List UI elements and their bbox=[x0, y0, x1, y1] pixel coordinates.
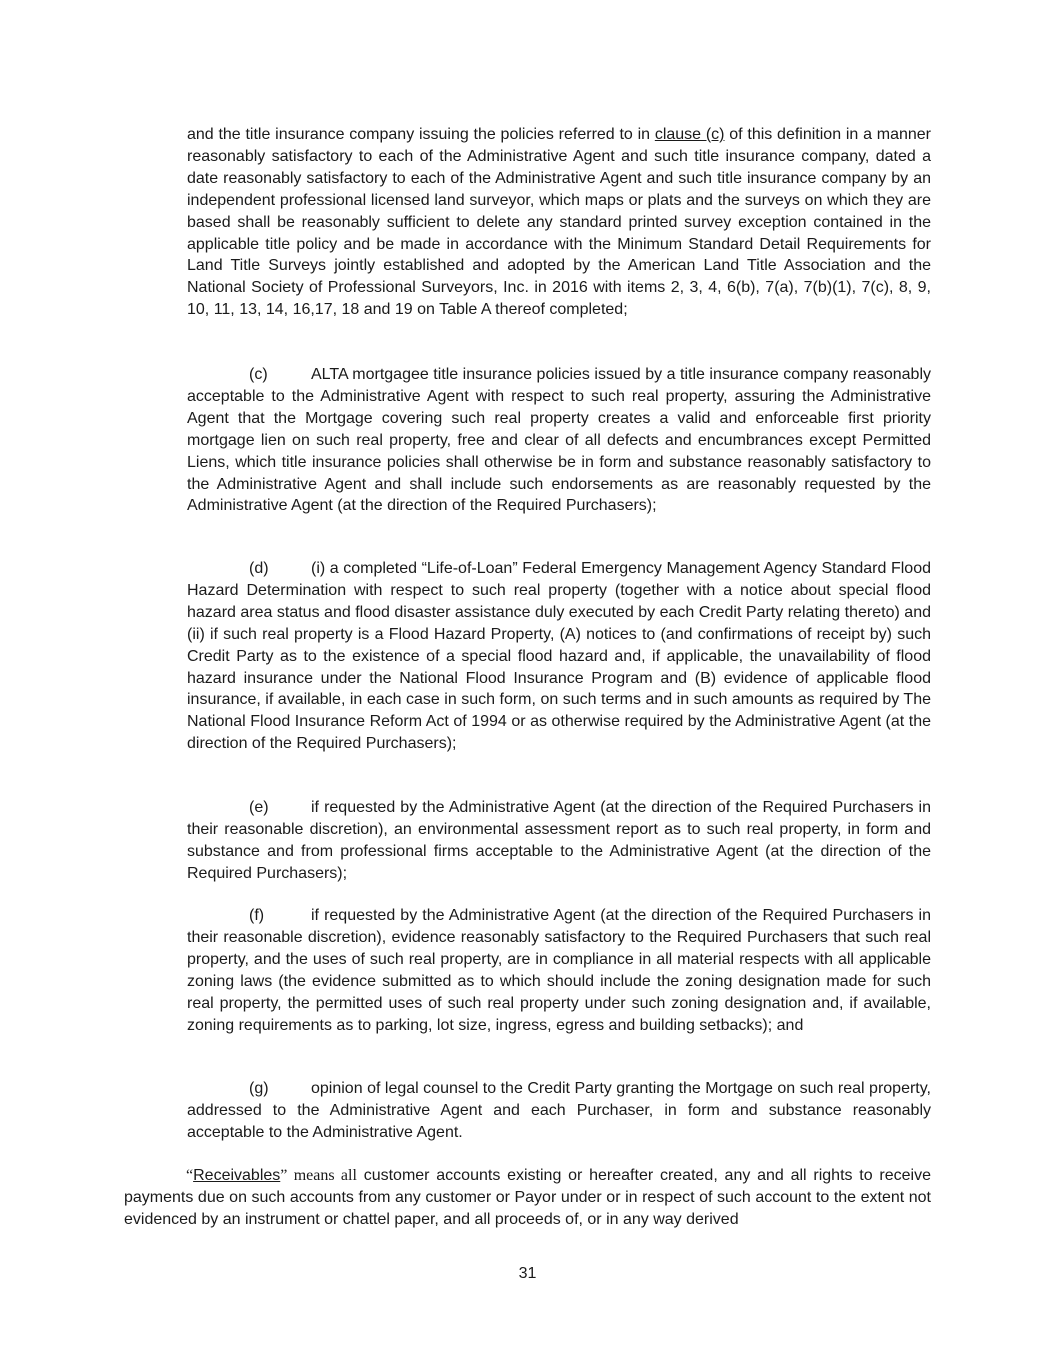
paragraph-e bbox=[187, 797, 931, 885]
clause-c-reference: clause (c) bbox=[654, 126, 725, 143]
paragraph-g bbox=[187, 1078, 931, 1144]
close-quote: ” bbox=[280, 1167, 288, 1184]
paragraph-d bbox=[187, 558, 931, 755]
paragraph-c bbox=[187, 364, 931, 517]
paragraph-b-text-start: and the title insurance company issuing the policies referred to in bbox=[187, 126, 655, 143]
paragraph-e-text: if requested by the Administrative Agent (at the direction of the Required Purchasers in their reasonable discretion), an environmental assessment report as to such real property, in form and substance and from professional firms acceptable to the Administrative Agent (at the direction of the Required Purchasers); bbox=[187, 799, 931, 882]
defined-term-receivables: Receivables bbox=[193, 1167, 281, 1184]
paragraph-f-text: if requested by the Administrative Agent (at the direction of the Required Purchasers in their reasonable discretion), evidence reasonably satisfactory to the Required Purchasers that such real property, and the uses of such real property, are in compliance in all material respects with all applicable zoning laws (the evidence submitted as to which should include the zoning designation made for such real property, the permitted uses of such real property under such zoning designation and, if available, zoning requirements as to parking, lot size, ingress, egress and building setbacks); and bbox=[187, 907, 931, 1034]
paragraph-d-label: (d) bbox=[249, 560, 269, 577]
paragraph-d-text: (i) a completed “Life-of-Loan” Federal Emergency Management Agency Standard Flood Hazard Determination with respect to such real property (together with a notice about special flood hazard area status and flood disaster assistance duly executed by each Credit Party relating thereto) and (ii) if such real property is a Flood Hazard Property, (A) notices to (and confirmations of receipt by) such Credit Party as to the existence of a special flood hazard and, if applicable, the unavailability of flood hazard insurance under the National Flood Insurance Program and (B) evidence of applicable flood insurance, if available, in each case in such form, on such terms and in such amounts as required by The National Flood Insurance Reform Act of 1994 or as otherwise required by the Administrative Agent (at the direction of the Required Purchasers); bbox=[187, 560, 931, 753]
paragraph-c-label: (c) bbox=[249, 366, 268, 383]
page-number: 31 bbox=[518, 1265, 537, 1282]
means-phrase: means all bbox=[287, 1167, 357, 1184]
paragraph-f bbox=[187, 905, 931, 1036]
open-quote: “ bbox=[186, 1167, 194, 1184]
paragraph-b-text-end: of this definition in a manner reasonably satisfactory to each of the Administrative Agent and such title insurance company, dated a date reasonably satisfactory to each of the Administrative Agent and such title insurance company by an independent professional licensed land surveyor, which maps or plats and the surveys on which they are based shall be reasonably sufficient to delete any standard printed survey exception contained in the applicable title policy and be made in accordance with the Minimum Standard Detail Requirements for Land Title Surveys jointly established and adopted by the American Land Title Association and the National Society of Professional Surveyors, Inc. in 2016 with items 2, 3, 4, 6(b), 7(a), 7(b)(1), 7(c), 8, 9, 10, 11, 13, 14, 16,17, 18 and 19 on Table A thereof completed; bbox=[187, 126, 932, 319]
receivables-definition bbox=[124, 1165, 931, 1231]
paragraph-f-label: (f) bbox=[249, 907, 265, 924]
paragraph-g-label: (g) bbox=[249, 1080, 269, 1097]
paragraph-g-text: opinion of legal counsel to the Credit Party granting the Mortgage on such real property, addressed to the Administrative Agent and each Purchaser, in form and substance reasonably acceptable to the Administrative Agent. bbox=[187, 1080, 931, 1141]
paragraph-c-text: ALTA mortgagee title insurance policies issued by a title insurance company reasonably acceptable to the Administrative Agent with respect to such real property, assuring the Administrative Agent that the Mortgage covering such real property creates a valid and enforceable first priority mortgage lien on such real property, free and clear of all defects and encumbrances except Permitted Liens, which title insurance policies shall otherwise be in form and substance reasonably satisfactory to the Administrative Agent and shall include such endorsements as are reasonably requested by the Administrative Agent (at the direction of the Required Purchasers); bbox=[187, 366, 931, 515]
paragraph-b-continuation bbox=[187, 124, 931, 321]
paragraph-e-label: (e) bbox=[249, 799, 269, 816]
receivables-definition-text: customer accounts existing or hereafter created, any and all rights to receive payments due on such accounts from any customer or Payor under or in respect of such account to the extent not evidenced by an instrument or chattel paper, and all proceeds of, or in any way derived bbox=[124, 1167, 931, 1228]
